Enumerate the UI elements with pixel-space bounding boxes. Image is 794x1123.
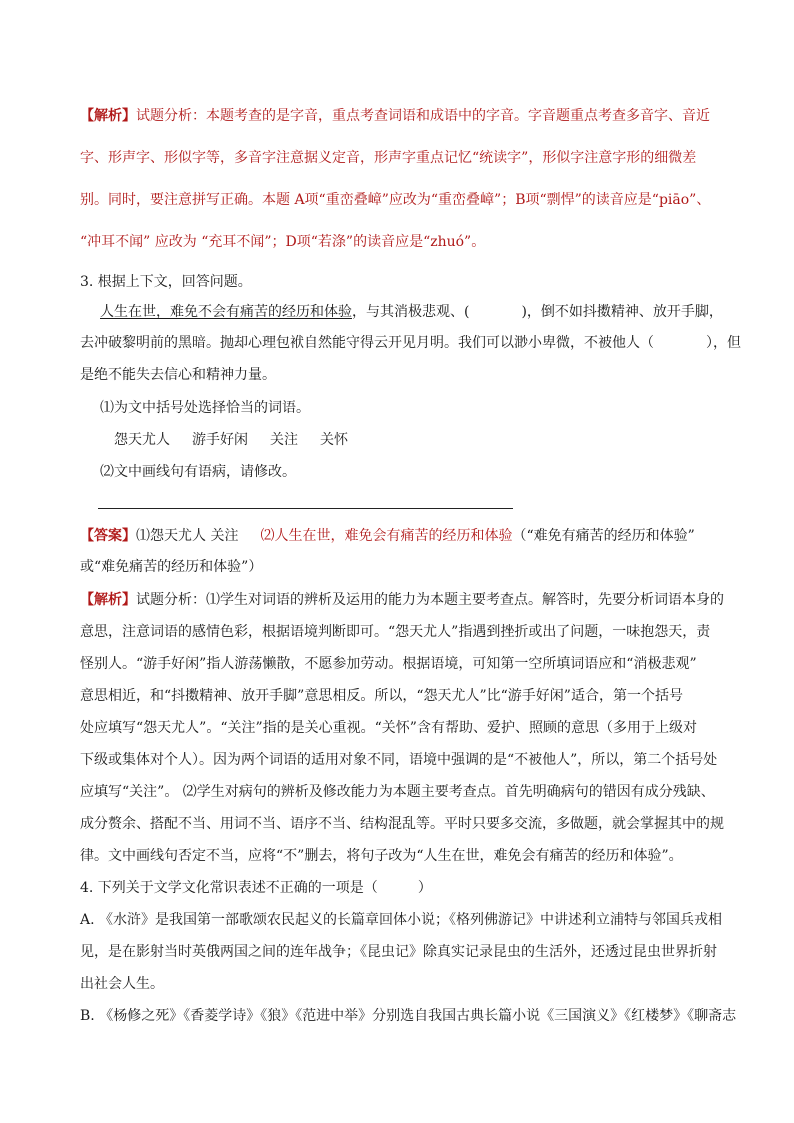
analysis-1-line-2: 字、形声字、形似字等，多音字注意据义定音，形声字重点记忆“统读字”，形似字注意字形的细微差 xyxy=(80,150,697,166)
option-4: 关怀 xyxy=(320,432,348,448)
passage-line-2: 去冲破黎明前的黑暗。抛却心理包袱自然能守得云开见月明。我们可以渺小卑微，不被他人（ ），但 xyxy=(80,335,741,351)
option-a-line-1: A. 《水浒》是我国第一部歌颂农民起义的长篇章回体小说；《格列佛游记》中讲述利立浦特与邻国兵戎相 xyxy=(80,912,723,928)
analysis-2-line-1: 【解析】试题分析：⑴学生对词语的辨析及运用的能力为本题主要考查点。解答时，先要分析词语本身的 xyxy=(80,592,724,608)
analysis-2-line-8: 成分赘余、搭配不当、用词不当、语序不当、结构混乱等。平时只要多交流，多做题，就会掌握其中的规 xyxy=(80,816,724,832)
answer-line xyxy=(98,508,513,509)
answer-line-1: 【答案】⑴怨天尤人 关注 ⑵人生在世，难免会有痛苦的经历和体验（“难免有痛苦的经历和体验” xyxy=(80,528,695,544)
question-3-title: 3. 根据上下文，回答问题。 xyxy=(80,274,252,290)
word-options xyxy=(114,430,370,450)
underlined-sentence: 人生在世，难免不会有痛苦的经历和体验 xyxy=(100,304,352,320)
option-b-line-1: B. 《杨修之死》《香菱学诗》《狼》《范进中举》分别选自我国古典长篇小说《三国演义》《红楼梦》《聊斋志 xyxy=(80,1008,737,1024)
analysis-1-line-3: 别。同时，要注意拼写正确。本题 A项“重峦叠嶂”应改为“重峦叠嶂”；B项“剽悍”的读音应是“piāo”、 xyxy=(80,192,711,208)
analysis-2-line-3: 怪别人。“游手好闲”指人游荡懒散，不愿参加劳动。根据语境，可知第一空所填词语应和“消极悲观” xyxy=(80,656,697,672)
question-4-title: 4. 下列关于文学文化常识表述不正确的一项是（ ） xyxy=(80,880,432,896)
option-a-line-3: 出社会人生。 xyxy=(80,976,164,992)
answer-tag: 【答案】 xyxy=(80,528,136,544)
option-1: 怨天尤人 xyxy=(114,432,170,448)
option-a-line-2: 见，是在影射当时英俄两国之间的连年战争；《昆虫记》除真实记录昆虫的生活外，还透过昆虫世界折射 xyxy=(80,944,717,960)
sub-question-2: ⑵文中画线句有语病，请修改。 xyxy=(100,464,296,480)
option-3: 关注 xyxy=(270,432,298,448)
analysis-2-line-7: 应填写“关注”。 ⑵学生对病句的辨析及修改能力为本题主要考查点。首先明确病句的错因有成分残缺、 xyxy=(80,784,715,800)
sub-question-1: ⑴为文中括号处选择恰当的词语。 xyxy=(100,400,310,416)
passage-line-1: 人生在世，难免不会有痛苦的经历和体验，与其消极悲观、( )，倒不如抖擞精神、放开手脚， xyxy=(100,304,723,320)
analysis-2-line-6: 下级或集体对个人）。因为两个词语的适用对象不同，语境中强调的是“不被他人”，所以，第二个括号处 xyxy=(80,752,718,768)
analysis-2-line-2: 意思，注意词语的感情色彩，根据语境判断即可。“怨天尤人”指遇到挫折或出了问题，一味抱怨天，责 xyxy=(80,624,711,640)
analysis-2-line-4: 意思相近，和“抖擞精神、放开手脚”意思相反。所以，“怨天尤人”比“游手好闲”适合，第一个括号 xyxy=(80,688,683,704)
analysis-2-tag: 【解析】 xyxy=(80,592,136,608)
analysis-1-line-1: 【解析】试题分析：本题考查的是字音，重点考查词语和成语中的字音。字音题重点考查多音字、音近 xyxy=(80,108,710,124)
analysis-2-line-9: 律。文中画线句否定不当，应将“不”删去，将句子改为“人生在世，难免会有痛苦的经历和体验”。 xyxy=(80,848,683,864)
option-2: 游手好闲 xyxy=(192,432,248,448)
analysis-1-line-4: “冲耳不闻” 应改为 “充耳不闻”；D项“若涤”的读音应是“zhuó”。 xyxy=(80,234,486,250)
passage-line-3: 是绝不能失去信心和精神力量。 xyxy=(80,367,276,383)
analysis-tag: 【解析】 xyxy=(80,108,136,124)
answer-line-2: 或“难免痛苦的经历和体验”） xyxy=(80,559,263,575)
analysis-2-line-5: 处应填写“怨天尤人”。“关注”指的是关心重视。“关怀”含有帮助、爱护、照顾的意思（多用于上级对 xyxy=(80,720,697,736)
